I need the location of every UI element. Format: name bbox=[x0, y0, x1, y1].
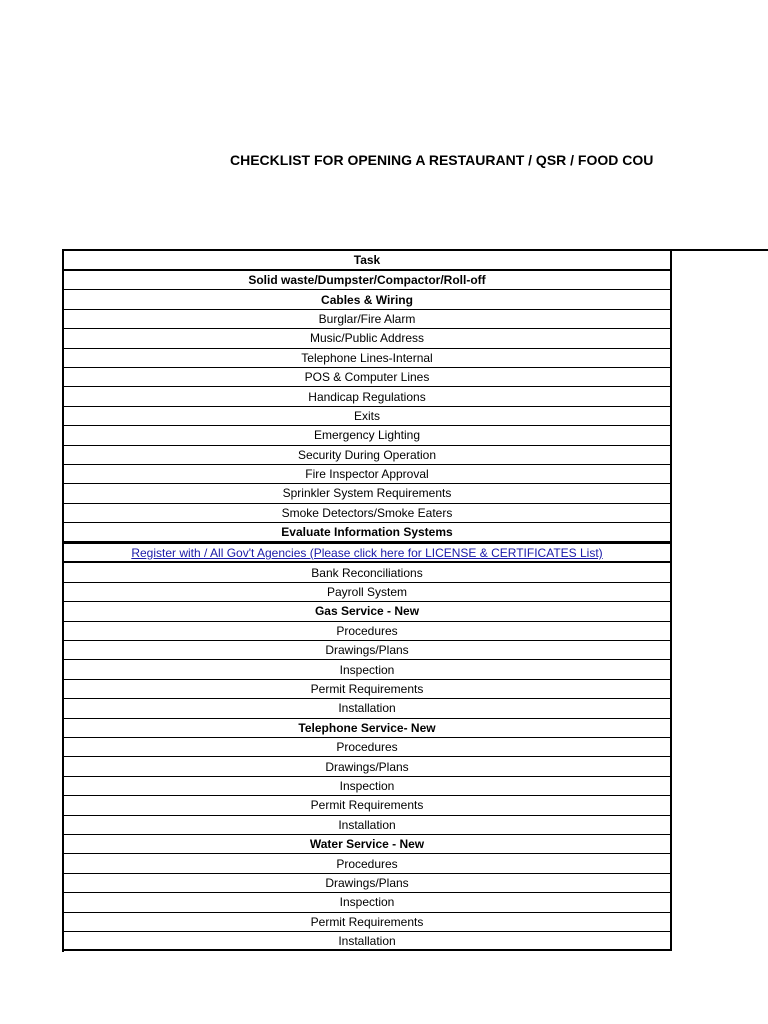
table-row: Gas Service - New bbox=[64, 602, 672, 621]
table-row: Inspection bbox=[64, 893, 672, 912]
table-row: Fire Inspector Approval bbox=[64, 465, 672, 484]
table-body bbox=[64, 271, 768, 951]
table-row: Procedures bbox=[64, 854, 672, 873]
table-row: Security During Operation bbox=[64, 446, 672, 465]
table-row: Emergency Lighting bbox=[64, 426, 672, 445]
table-row: Smoke Detectors/Smoke Eaters bbox=[64, 504, 672, 523]
table-row: Procedures bbox=[64, 738, 672, 757]
table-row: Bank Reconciliations bbox=[64, 563, 672, 582]
table-row: Procedures bbox=[64, 622, 672, 641]
table-row: Inspection bbox=[64, 777, 672, 796]
table-row: Evaluate Information Systems bbox=[64, 523, 672, 542]
table-row: Exits bbox=[64, 407, 672, 426]
table-row: Music/Public Address bbox=[64, 329, 672, 348]
table-row: Permit Requirements bbox=[64, 796, 672, 815]
table-row: Sprinkler System Requirements bbox=[64, 484, 672, 503]
table-row: Drawings/Plans bbox=[64, 757, 672, 776]
table-row: Drawings/Plans bbox=[64, 874, 672, 893]
table-header-task: Task bbox=[64, 251, 672, 271]
table-row: Burglar/Fire Alarm bbox=[64, 310, 672, 329]
table-row: Solid waste/Dumpster/Compactor/Roll-off bbox=[64, 271, 672, 290]
table-row: Permit Requirements bbox=[64, 680, 672, 699]
table-row: Telephone Service- New bbox=[64, 719, 672, 738]
table-row: Inspection bbox=[64, 660, 672, 679]
license-certificates-link[interactable]: Register with / All Gov't Agencies (Please click here for LICENSE & CERTIFICATES List) bbox=[131, 545, 603, 560]
checklist-table bbox=[62, 249, 768, 952]
table-row: Payroll System bbox=[64, 583, 672, 602]
table-row: POS & Computer Lines bbox=[64, 368, 672, 387]
table-row: Permit Requirements bbox=[64, 913, 672, 932]
table-row: Installation bbox=[64, 932, 672, 951]
table-row: Telephone Lines-Internal bbox=[64, 349, 672, 368]
table-row: Water Service - New bbox=[64, 835, 672, 854]
table-row: Installation bbox=[64, 816, 672, 835]
table-row: Drawings/Plans bbox=[64, 641, 672, 660]
table-row: Handicap Regulations bbox=[64, 387, 672, 406]
page-title: CHECKLIST FOR OPENING A RESTAURANT / QSR / FOOD COU bbox=[230, 152, 654, 168]
table-row bbox=[64, 542, 672, 563]
table-row: Installation bbox=[64, 699, 672, 718]
table-row: Cables & Wiring bbox=[64, 290, 672, 309]
